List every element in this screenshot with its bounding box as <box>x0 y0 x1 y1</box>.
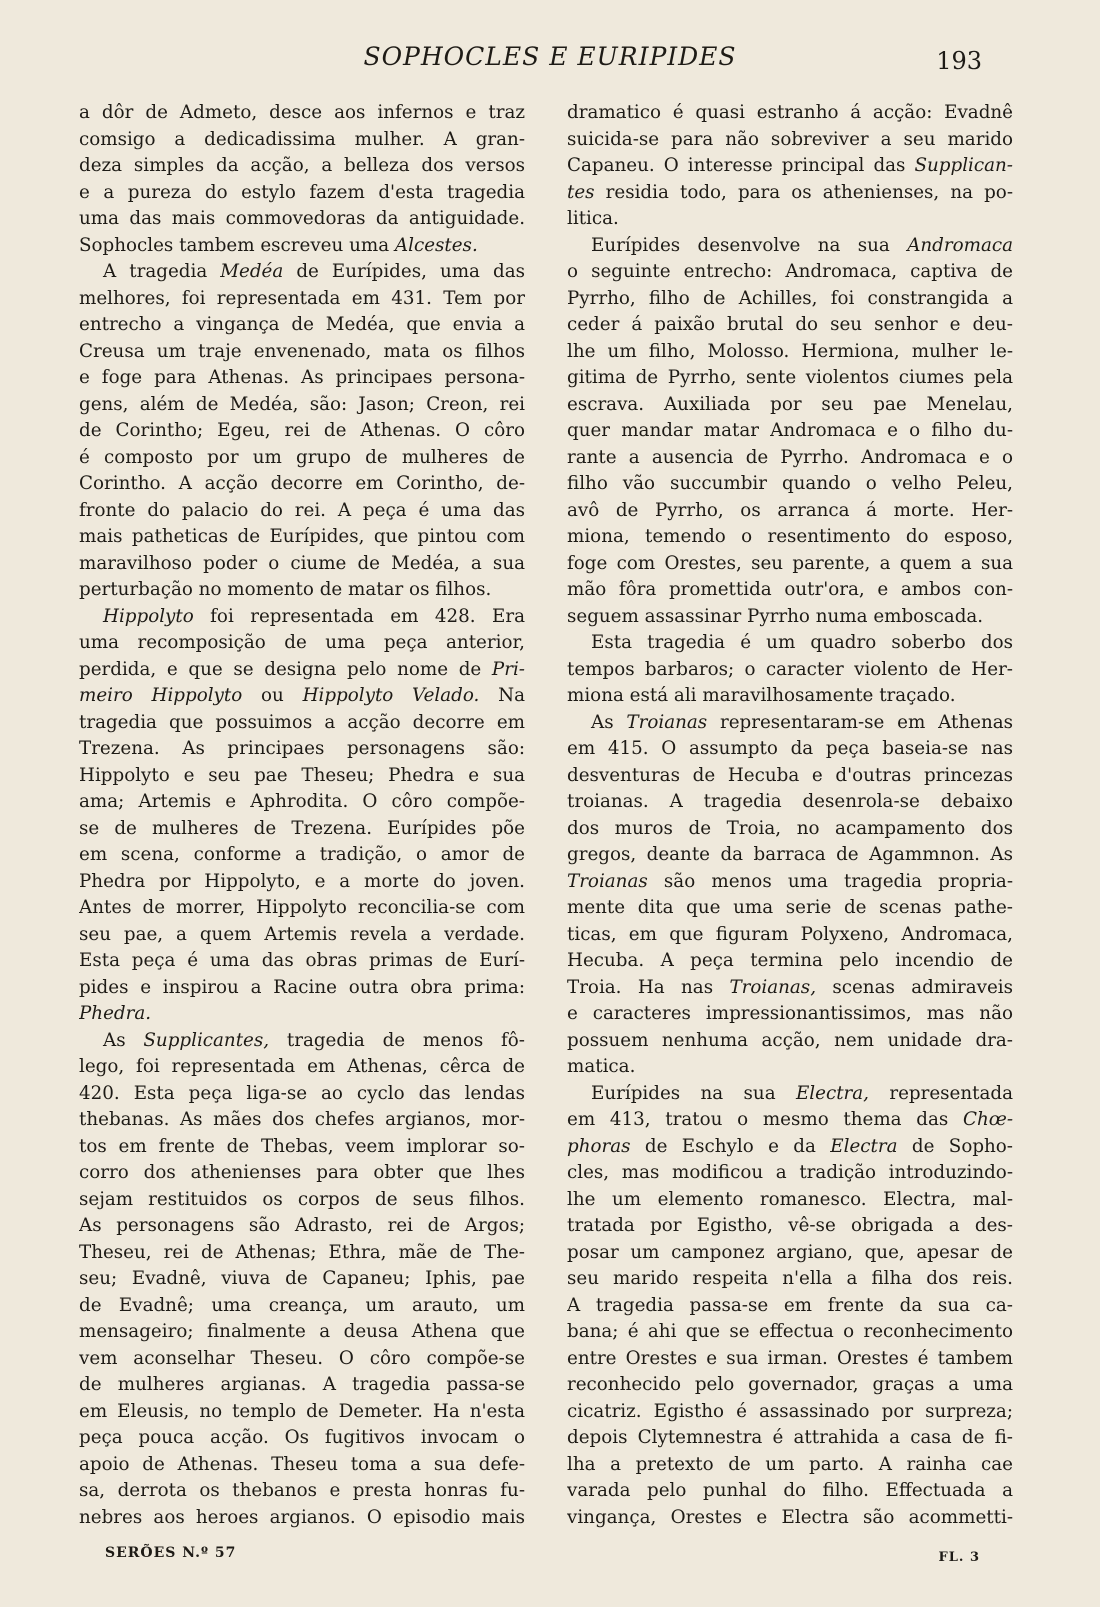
italic-title: Hippolyto <box>103 605 194 627</box>
text-line: Pyrrho, filho de Achilles, foi constrangida a <box>567 287 1013 309</box>
text-line: mensageiro; finalmente a deusa Athena que <box>79 1321 525 1342</box>
text-line: uma recomposição de uma peça anterior, <box>79 632 525 653</box>
italic-title: Supplicantes, <box>143 1029 270 1051</box>
text-line: em scena, conforme a tradição, o amor de <box>79 844 525 865</box>
italic-title: Troianas <box>626 711 708 733</box>
text-line: matica. <box>567 1056 636 1077</box>
italic-title: Pri- <box>491 658 525 680</box>
text-line: suicida-se para não sobreviver a seu marido <box>567 128 1013 150</box>
text-line: pides e inspirou a Racine outra obra prima: <box>79 976 525 998</box>
text-line: ama; Artemis e Aphrodita. O côro compõe- <box>79 791 525 812</box>
text-line: Theseu, rei de Athenas; Ethra, mãe de The- <box>79 1241 525 1263</box>
italic-title: Electra, <box>795 1082 869 1104</box>
text-line: perdida, e que se designa pelo nome de Pri- <box>79 658 525 680</box>
text-line: seu marido respeita n'ella a filha dos reis. <box>567 1268 1013 1289</box>
text-line: maravilhoso poder o ciume de Medéa, a sua <box>79 552 525 574</box>
text-line: As personagens são Adrasto, rei de Argos; <box>79 1215 525 1236</box>
text-line: 420. Esta peça liga-se ao cyclo das lendas <box>79 1082 525 1104</box>
text-line: seu; Evadnê, viuva de Capaneu; Iphis, pae <box>79 1268 525 1289</box>
running-title: SOPHOCLES E EURIPIDES <box>363 42 737 71</box>
text-line: Hippolyto foi representada em 428. Era <box>103 605 525 627</box>
text-line: o seguinte entrecho: Andromaca, captiva de <box>567 261 1013 282</box>
text-line: As Supplicantes, tragedia de menos fô- <box>103 1029 525 1051</box>
text-line: bana; é ahi que se effectua o reconhecimento <box>567 1321 1013 1342</box>
text-line: miona está ali maravilhosamente traçado. <box>567 685 956 706</box>
text-line: é composto por um grupo de mulheres de <box>79 446 525 468</box>
text-line: As Troianas representaram-se em Athenas <box>591 711 1013 733</box>
text-line: Trezena. As principaes personagens são: <box>79 738 525 759</box>
italic-title: meiro Hippolyto <box>79 685 243 706</box>
text-line: mente dita que uma serie de scenas pathe- <box>567 897 1013 918</box>
text-line: avô de Pyrrho, os arranca á morte. Her- <box>567 499 1013 521</box>
text-line: thebanas. As mães dos chefes argianos, mor- <box>79 1109 525 1130</box>
text-line: possuem nenhuma acção, nem unidade dra- <box>567 1029 1013 1051</box>
text-line: varada pelo punhal do filho. Effectuada a <box>567 1480 1013 1501</box>
text-line: Esta peça é uma das obras primas de Eurí- <box>79 950 525 971</box>
text-line: lhe um elemento romanesco. Electra, mal- <box>567 1188 1013 1210</box>
text-line: melhores, foi representada em 431. Tem por <box>79 287 525 309</box>
text-line: Corintho. A acção decorre em Corintho, de- <box>79 473 525 494</box>
text-line: phoras de Eschylo e da Electra de Sopho- <box>567 1135 1013 1157</box>
text-line: a dôr de Admeto, desce aos infernos e traz <box>79 102 525 123</box>
text-line: apoio de Athenas. Theseu toma a sua defe- <box>79 1453 525 1475</box>
text-line: sejam restituidos os corpos de seus filhos. <box>79 1188 525 1210</box>
text-line: Eurípides na sua Electra, representada <box>591 1082 1013 1104</box>
text-line: Sophocles tambem escreveu uma Alcestes. <box>79 234 478 256</box>
text-line: em 413, tratou o mesmo thema das Chœ- <box>567 1109 1013 1130</box>
text-line: gregos, deante da barraca de Agammnon. As <box>567 844 1013 865</box>
text-line: ticas, em que figuram Polyxeno, Andromaca, <box>567 923 1013 945</box>
text-line: posar um camponez argiano, que, apesar de <box>567 1241 1013 1263</box>
text-line: rante a ausencia de Pyrrho. Andromaca e o <box>567 446 1013 468</box>
text-line: Creusa um traje envenenado, mata os filhos <box>79 340 525 362</box>
text-line: desventuras de Hecuba e d'outras princezas <box>567 764 1013 786</box>
footer-folio: FL. 3 <box>938 1550 980 1565</box>
text-line: Hippolyto e seu pae Theseu; Phedra e sua <box>79 764 525 786</box>
italic-title: Chœ- <box>962 1109 1013 1130</box>
italic-title: Medéa <box>220 261 284 282</box>
text-line: dos muros de Troia, no acampamento dos <box>567 817 1013 839</box>
text-line: troianas. A tragedia desenrola-se debaixo <box>567 791 1013 812</box>
italic-title: Hippolyto Velado. <box>302 685 480 706</box>
text-line: ceder á paixão brutal do seu senhor e deu- <box>567 314 1013 335</box>
text-line: A tragedia Medéa de Eurípides, uma das <box>103 261 525 282</box>
text-line: comsigo a dedicadissima mulher. A gran- <box>79 128 525 150</box>
text-line: entrecho a vingança de Medéa, que envia a <box>79 314 525 335</box>
italic-title: Alcestes. <box>394 234 478 256</box>
text-line: deza simples da acção, a belleza dos versos <box>79 155 525 176</box>
text-line: de mulheres argianas. A tragedia passa-se <box>79 1374 525 1395</box>
text-line: cicatriz. Egistho é assassinado por surpreza; <box>567 1400 1013 1422</box>
text-line: de Corintho; Egeu, rei de Athenas. O côro <box>79 420 525 441</box>
text-line: seguem assassinar Pyrrho numa emboscada. <box>567 605 984 627</box>
text-line: gitima de Pyrrho, sente violentos ciumes pela <box>567 367 1013 388</box>
text-column-left <box>79 100 525 1531</box>
text-line: depois Clytemnestra é attrahida a casa de fi- <box>567 1427 1013 1448</box>
text-line: dramatico é quasi estranho á acção: Evadnê <box>567 102 1013 123</box>
text-line: lhe um filho, Molosso. Hermiona, mulher le- <box>567 340 1013 362</box>
text-column-right <box>567 100 1013 1531</box>
text-line: Troianas são menos uma tragedia propria- <box>567 870 1013 892</box>
text-line: miona, temendo o resentimento do esposo, <box>567 526 1013 547</box>
text-line: peça pouca acção. Os fugitivos invocam o <box>79 1427 525 1448</box>
italic-title: Troianas, <box>729 976 817 998</box>
text-line: corro dos athenienses para obter que lhes <box>79 1162 525 1183</box>
text-line: em 415. O assumpto da peça baseia-se nas <box>567 738 1013 759</box>
text-line: em Eleusis, no templo de Demeter. Ha n'esta <box>79 1400 525 1422</box>
page-number: 193 <box>936 47 982 75</box>
text-line: quer mandar matar Andromaca e o filho du- <box>567 420 1013 441</box>
text-line: lha a pretexto de um parto. A rainha cae <box>567 1453 1013 1475</box>
text-line: foge com Orestes, seu parente, a quem a sua <box>567 552 1013 574</box>
text-line: A tragedia passa-se em frente da sua ca- <box>567 1294 1013 1316</box>
text-line: lego, foi representada em Athenas, cêrca de <box>79 1056 525 1077</box>
text-line: tragedia que possuimos a acção decorre em <box>79 711 525 733</box>
text-line: e a pureza do estylo fazem d'esta tragedia <box>79 181 525 203</box>
text-line: nebres aos heroes argianos. O episodio mais <box>79 1506 525 1528</box>
text-line: cles, mas modificou a tradição introduzindo- <box>567 1162 1013 1183</box>
text-line: Eurípides desenvolve na sua Andromaca <box>591 234 1013 256</box>
text-line: e caracteres impressionantissimos, mas não <box>567 1003 1013 1024</box>
italic-title: Phedra. <box>79 1003 152 1024</box>
text-line: filho vão succumbir quando o velho Peleu, <box>567 473 1013 494</box>
text-line: seu pae, a quem Artemis revela a verdade. <box>79 923 525 945</box>
text-line: Phedra por Hippolyto, e a morte do joven. <box>79 870 525 892</box>
text-line: Capaneu. O interesse principal das Supplican- <box>567 155 1013 176</box>
text-line: e foge para Athenas. As principaes persona- <box>79 367 525 388</box>
text-line: se de mulheres de Trezena. Eurípides põe <box>79 817 525 839</box>
italic-title: tes <box>567 181 595 203</box>
text-line: vem aconselhar Theseu. O côro compõe-se <box>79 1347 525 1369</box>
text-line: escrava. Auxiliada por seu pae Menelau, <box>567 393 1013 415</box>
text-line: Antes de morrer, Hippolyto reconcilia-se com <box>79 897 525 918</box>
text-line: Esta tragedia é um quadro soberbo dos <box>591 632 1013 653</box>
text-line <box>79 1001 525 1028</box>
text-line: tratada por Egistho, vê-se obrigada a des- <box>567 1215 1013 1236</box>
text-line: vingança, Orestes e Electra são acommetti- <box>567 1506 1013 1528</box>
text-line: meiro Hippolyto ou Hippolyto Velado. Na <box>79 685 525 706</box>
text-line: uma das mais commovedoras da antiguidade. <box>79 208 525 229</box>
text-line: fronte do palacio do rei. A peça é uma das <box>79 499 525 521</box>
text-line: Troia. Ha nas Troianas, scenas admiraveis <box>567 976 1013 998</box>
text-line: tos em frente de Thebas, veem implorar so- <box>79 1135 525 1157</box>
text-line: mais patheticas de Eurípides, que pintou com <box>79 526 525 547</box>
italic-title: Andromaca <box>907 234 1013 256</box>
footer-signature: SERÕES N.º 57 <box>105 1545 237 1561</box>
text-line: perturbação no momento de matar os filhos. <box>79 579 492 600</box>
text-line: entre Orestes e sua irman. Orestes é tambem <box>567 1347 1013 1369</box>
text-line: mão fôra promettida outr'ora, e ambos con- <box>567 579 1013 600</box>
italic-title: Supplican- <box>914 155 1013 176</box>
text-line: litica. <box>567 208 619 229</box>
text-line: tes residia todo, para os athenienses, na po- <box>567 181 1013 203</box>
text-line: de Evadnê; uma creança, um arauto, um <box>79 1294 525 1316</box>
text-line: Hecuba. A peça termina pelo incendio de <box>567 950 1013 971</box>
text-line: sa, derrota os thebanos e presta honras fu- <box>79 1480 525 1501</box>
italic-title: Troianas <box>567 870 648 892</box>
text-line: gens, além de Medéa, são: Jason; Creon, rei <box>79 393 525 415</box>
text-line: tempos barbaros; o caracter violento de Her- <box>567 658 1013 680</box>
italic-title: phoras <box>567 1135 631 1157</box>
italic-title: Electra <box>830 1135 898 1157</box>
text-line: reconhecido pelo governador, graças a uma <box>567 1374 1013 1395</box>
